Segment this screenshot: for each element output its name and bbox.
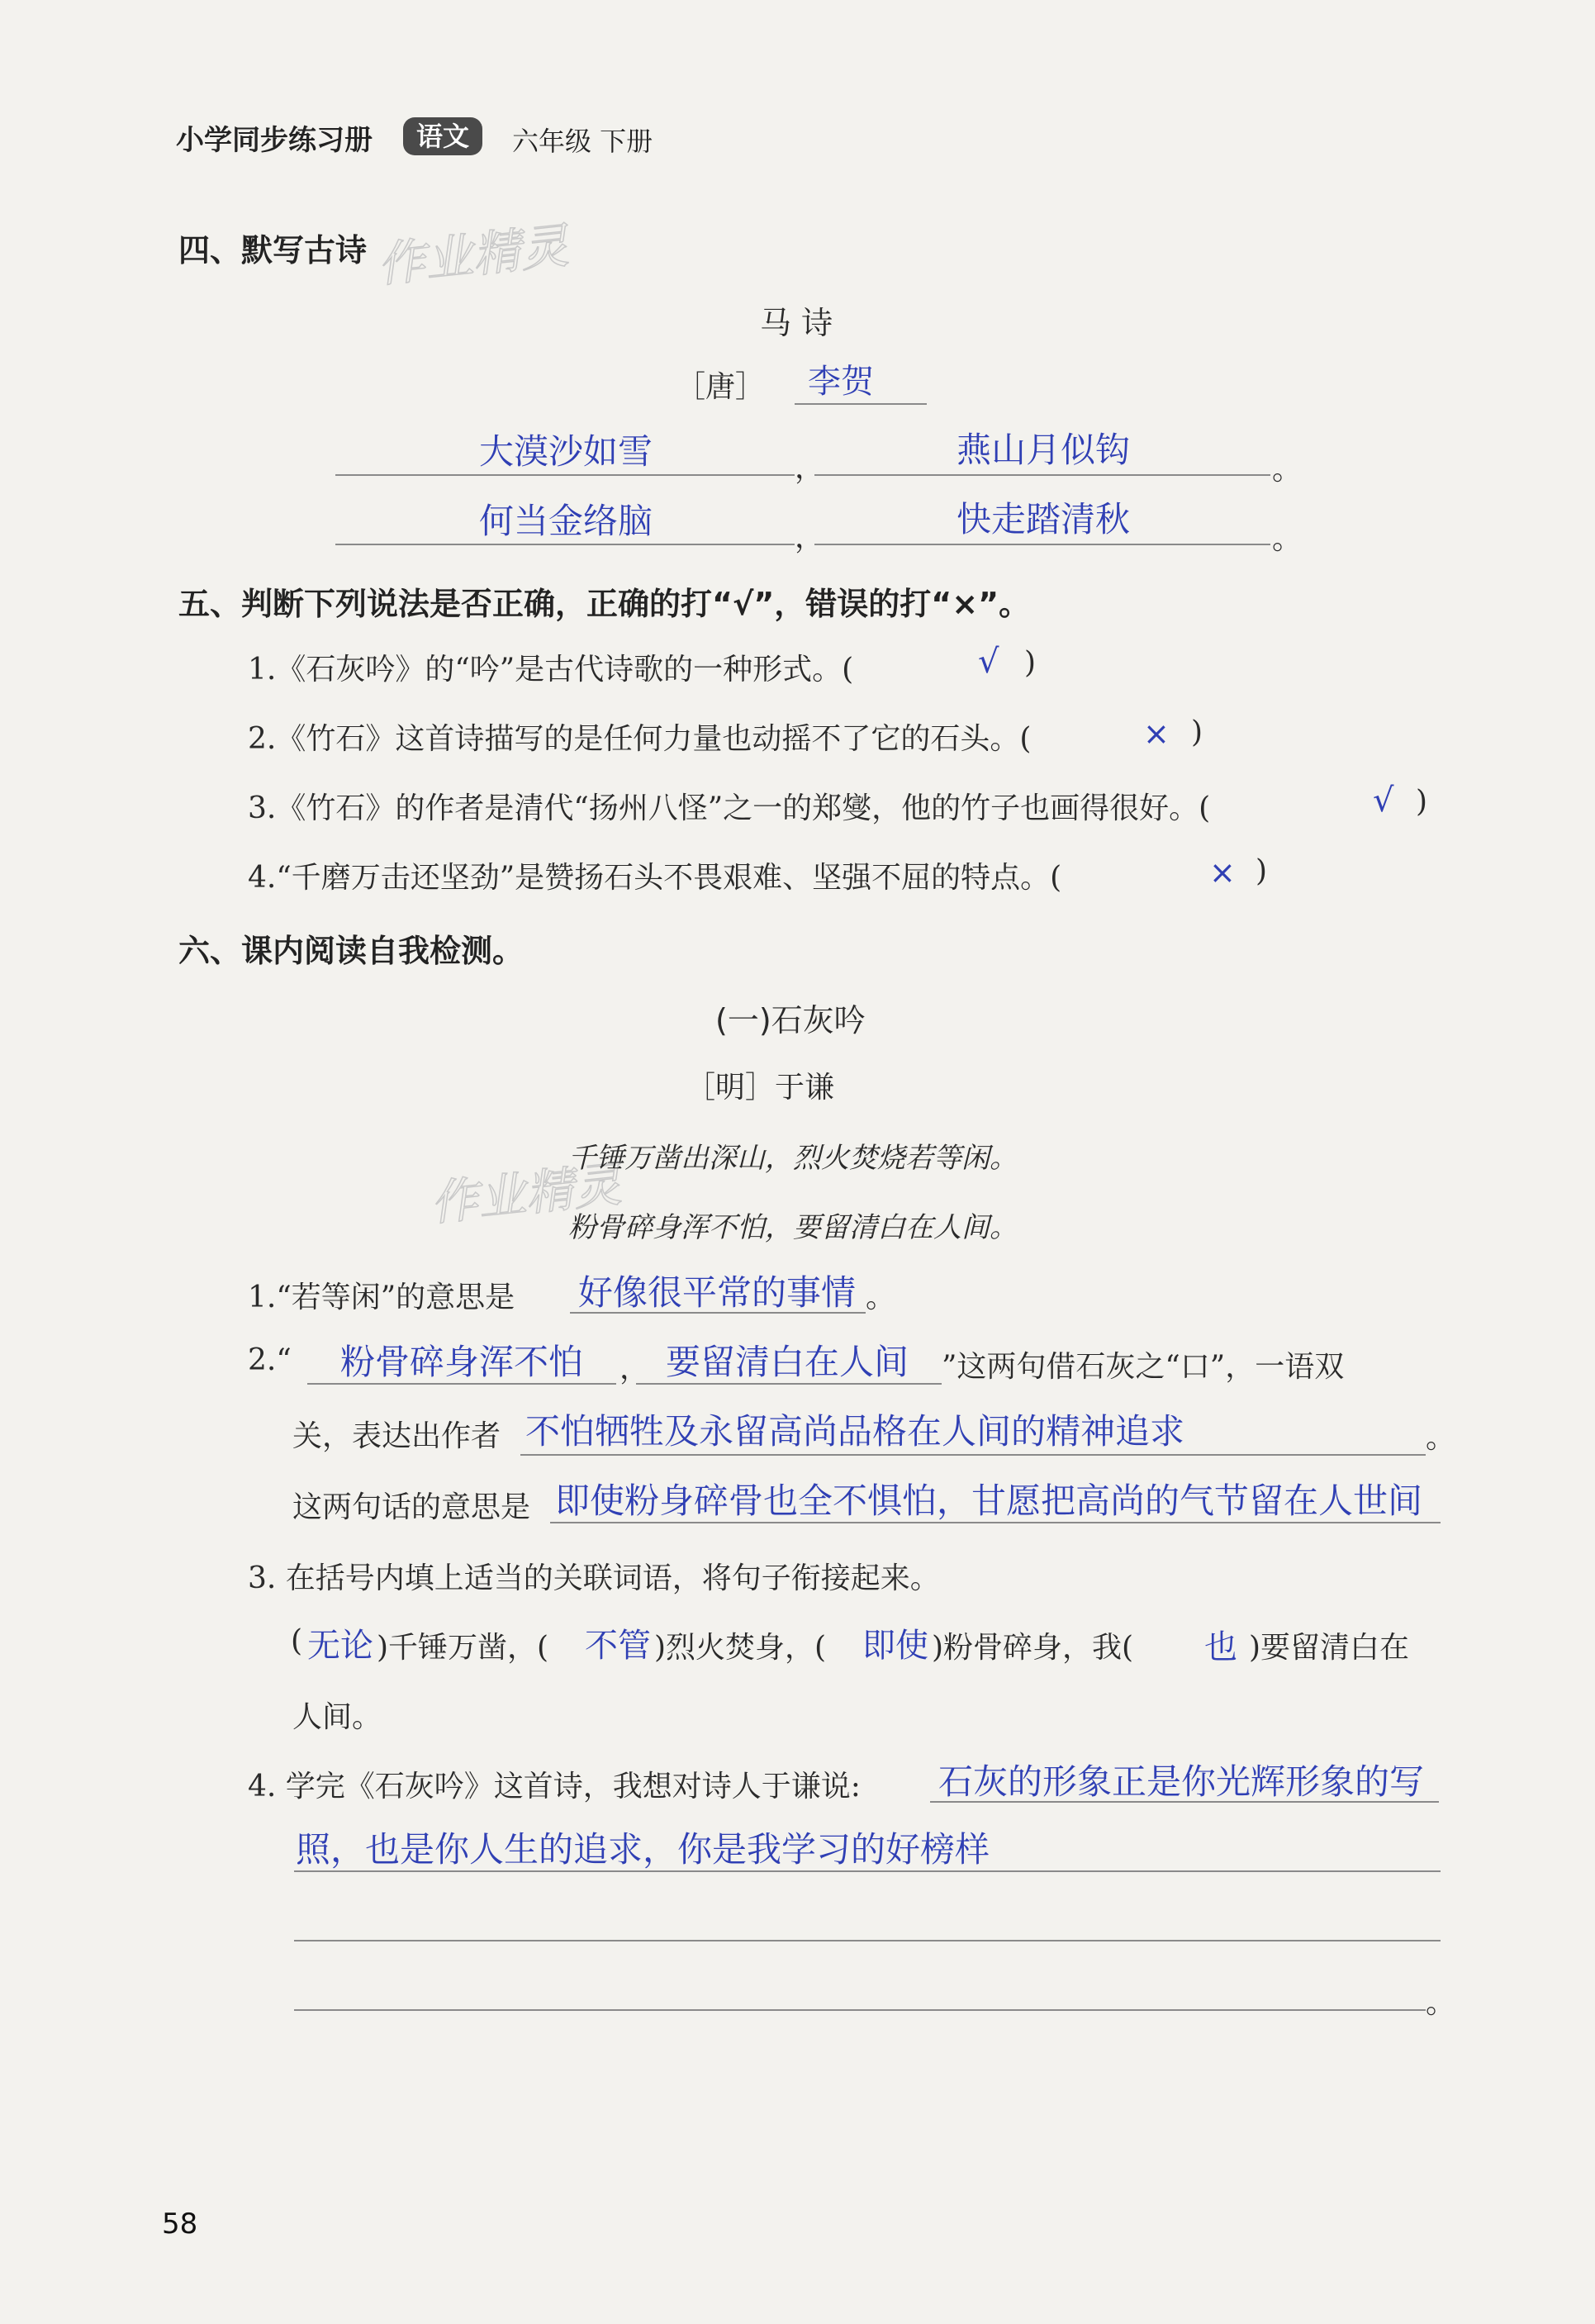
comma-1: ，: [795, 451, 825, 485]
q3-answer-3: 即使: [862, 1627, 928, 1665]
q3-line2: 人间。: [292, 1700, 382, 1734]
q2-blank-line-a: [307, 1383, 616, 1385]
q3-answer-4: 也: [1204, 1628, 1237, 1666]
q2-line2-prefix: 关，表达出作者: [292, 1419, 501, 1453]
q1-prefix: 1.“若等闲”的意思是: [248, 1281, 515, 1314]
q2-answer-a: 粉骨碎身浑不怕: [340, 1342, 584, 1382]
q4-end: 。: [1426, 1986, 1456, 2020]
q4-answer-line2: 照，也是你人生的追求，你是我学习的好榜样: [296, 1829, 990, 1870]
q1-blank-line: [570, 1312, 866, 1314]
watermark-top: 作业精灵: [374, 217, 572, 293]
q2-blank-line-b: [636, 1383, 942, 1385]
judge-item-2-answer: ×: [1143, 715, 1170, 752]
q1-suffix: 。: [866, 1281, 896, 1314]
q2-comma: ，: [619, 1352, 650, 1385]
q3-open1: (: [291, 1624, 303, 1658]
answer-line1b: 燕山月似钩: [957, 430, 1131, 470]
q2-blank-line-d: [550, 1522, 1441, 1523]
blank-line-1b: [814, 474, 1270, 476]
section-6-heading: 六、课内阅读自我检测。: [178, 933, 525, 969]
judge-item-3-answer: √: [1373, 782, 1394, 820]
q2-blank-line-c: [520, 1454, 1426, 1456]
q4-blank-line-4: [294, 2009, 1426, 2011]
blank-line-2a: [335, 544, 795, 545]
q4-answer-line1: 石灰的形象正是你光辉形象的写: [938, 1761, 1425, 1802]
blank-line-2b: [814, 544, 1270, 545]
section-5-heading: 五、判断下列说法是否正确，正确的打“√”，错误的打“×”。: [178, 586, 1031, 622]
q2-line3-prefix: 这两句话的意思是: [292, 1490, 531, 1524]
judge-item-1-close: ): [1024, 646, 1037, 680]
q4-prefix: 4. 学完《石灰吟》这首诗，我想对诗人于谦说:: [248, 1770, 861, 1804]
q2-prefix: 2.“: [248, 1343, 292, 1377]
poem-dynasty-author: ［明］于谦: [686, 1071, 835, 1105]
judge-item-4-close: ): [1256, 854, 1268, 888]
answer-author: 李贺: [808, 363, 874, 401]
blank-line-author: [795, 403, 927, 405]
q2-answer-d: 即使粉身碎骨也全不惧怕，甘愿把高尚的气节留在人世间: [555, 1480, 1423, 1521]
q3-seg4: )要留清白在: [1249, 1631, 1410, 1665]
q4-blank-line-3: [294, 1940, 1441, 1941]
judge-item-3-text: 3.《竹石》的作者是清代“扬州八怪”之一的郑燮，他的竹子也画得很好。(: [248, 791, 1211, 825]
q3-seg3: )粉骨碎身，我(: [932, 1631, 1134, 1665]
q3-text: 3. 在括号内填上适当的关联词语，将句子衔接起来。: [248, 1561, 940, 1595]
q2-line2-suffix: 。: [1426, 1421, 1456, 1455]
q2-answer-c: 不怕牺牲及永留高尚品格在人间的精神追求: [525, 1411, 1185, 1452]
judge-item-2-text: 2.《竹石》这首诗描写的是任何力量也动摇不了它的石头。(: [248, 722, 1032, 756]
blank-line-1a: [335, 474, 795, 476]
answer-line2b: 快走踏清秋: [957, 499, 1131, 539]
q4-blank-line-1: [930, 1801, 1439, 1803]
subject-badge: 语文: [403, 117, 482, 155]
q3-seg1: )千锤万凿，(: [377, 1631, 549, 1665]
q3-answer-2: 不管: [585, 1627, 651, 1665]
poem-dynasty: ［唐］: [676, 370, 766, 404]
poem-title-shi-hui-yin: (一)石灰吟: [715, 1002, 866, 1038]
judge-item-2-close: ): [1191, 715, 1203, 749]
comma-2: ，: [795, 520, 825, 554]
period-1: 。: [1272, 453, 1303, 487]
answer-line2a: 何当金络脑: [479, 501, 653, 541]
book-title: 小学同步练习册: [176, 124, 373, 157]
q2-suffix: ”这两句借石灰之“口”，一语双: [942, 1350, 1345, 1384]
q2-answer-b: 要留清白在人间: [666, 1342, 909, 1382]
q4-blank-line-2: [294, 1870, 1441, 1872]
poem-line-1: 千锤万凿出深山，烈火焚烧若等闲。: [568, 1142, 1018, 1175]
grade-label: 六年级 下册: [512, 126, 653, 157]
judge-item-3-close: ): [1416, 785, 1428, 819]
poem-line-2: 粉骨碎身浑不怕，要留清白在人间。: [568, 1211, 1018, 1244]
section-4-heading: 四、默写古诗: [178, 232, 368, 269]
q3-answer-1: 无论: [307, 1627, 373, 1665]
q1-answer: 好像很平常的事情: [578, 1272, 857, 1313]
period-2: 。: [1272, 522, 1303, 556]
judge-item-4-answer: ×: [1209, 854, 1236, 891]
judge-item-4-text: 4.“千磨万击还坚劲”是赞扬石头不畏艰难、坚强不屈的特点。(: [248, 861, 1062, 895]
q3-seg2: )烈火焚身，(: [654, 1631, 827, 1665]
judge-item-1-answer: √: [978, 643, 999, 681]
judge-item-1-text: 1.《石灰吟》的“吟”是古代诗歌的一种形式。(: [248, 653, 854, 687]
watermark-middle: 作业精灵: [427, 1156, 624, 1232]
poem-title-ma-shi: 马 诗: [760, 305, 833, 341]
page-number: 58: [162, 2208, 198, 2241]
answer-line1a: 大漠沙如雪: [479, 431, 653, 472]
